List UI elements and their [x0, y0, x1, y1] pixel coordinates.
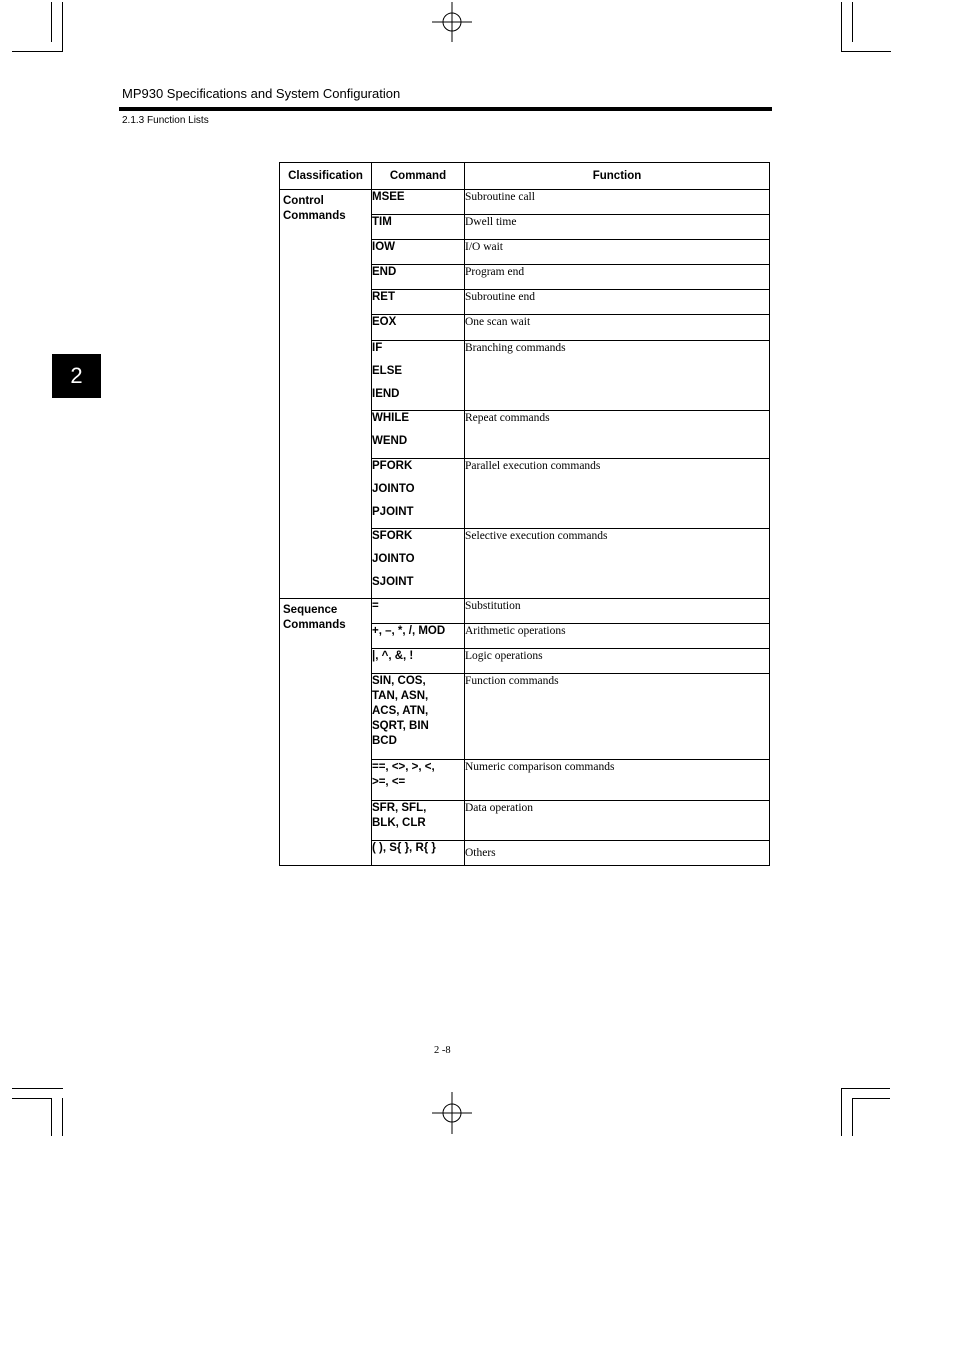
- command-text: MSEE: [372, 191, 405, 203]
- command-cell: [372, 801, 465, 841]
- crop-mark: [12, 1098, 52, 1099]
- running-header-title: MP930 Specifications and System Configuration: [122, 86, 401, 101]
- crop-mark: [51, 2, 52, 42]
- command-text: JOINTO: [372, 553, 415, 565]
- command-cell: [372, 649, 465, 674]
- function-cell: Substitution: [465, 599, 770, 624]
- crop-mark: [841, 51, 891, 52]
- crop-mark: [841, 1088, 842, 1136]
- function-cell: I/O wait: [465, 240, 770, 265]
- function-cell: Logic operations: [465, 649, 770, 674]
- function-cell: Branching commands: [465, 341, 770, 411]
- command-text: IF: [372, 342, 383, 354]
- command-text: >=, <=: [372, 776, 406, 788]
- function-cell: Data operation: [465, 801, 770, 841]
- command-text: |, ^, &, !: [372, 650, 414, 662]
- function-list-table: [279, 162, 770, 866]
- command-text: SQRT, BIN: [372, 720, 429, 732]
- table-row: [280, 190, 770, 215]
- registration-mark-icon: [432, 2, 472, 42]
- column-header-command: Command: [372, 163, 465, 190]
- command-text: SIN, COS,: [372, 675, 426, 687]
- command-text: END: [372, 266, 397, 278]
- command-cell: [372, 190, 465, 215]
- command-text: SJOINT: [372, 576, 414, 588]
- command-text: ==, <>, >, <,: [372, 761, 435, 773]
- command-text: JOINTO: [372, 483, 415, 495]
- command-text: IOW: [372, 241, 395, 253]
- command-text: SFORK: [372, 530, 413, 542]
- header-rule: [119, 107, 772, 111]
- command-cell: [372, 674, 465, 760]
- column-header-function: Function: [465, 163, 770, 190]
- registration-mark-icon: [432, 1092, 472, 1134]
- command-cell: [372, 841, 465, 866]
- command-cell: [372, 459, 465, 529]
- command-cell: [372, 529, 465, 599]
- function-cell: Arithmetic operations: [465, 624, 770, 649]
- command-text: BLK, CLR: [372, 817, 426, 829]
- command-text: +, –, *, /, MOD: [372, 625, 446, 637]
- command-cell: [372, 341, 465, 411]
- command-text: =: [372, 600, 379, 612]
- function-cell: Dwell time: [465, 215, 770, 240]
- command-text: BCD: [372, 735, 397, 747]
- command-text: ELSE: [372, 365, 403, 377]
- command-cell: [372, 290, 465, 315]
- command-cell: [372, 624, 465, 649]
- function-cell: Program end: [465, 265, 770, 290]
- page-number: 2 -8: [434, 1045, 451, 1056]
- command-cell: [372, 411, 465, 459]
- chapter-tab: 2: [52, 354, 101, 398]
- command-text: WEND: [372, 435, 408, 447]
- command-cell: [372, 599, 465, 624]
- classification-cell: [280, 599, 372, 866]
- table-header-row: [280, 163, 770, 190]
- function-cell: Numeric comparison commands: [465, 760, 770, 801]
- classification-cell: [280, 190, 372, 599]
- command-text: ( ), S{ }, R{ }: [372, 842, 436, 854]
- classification-label: Sequence Commands: [283, 604, 346, 631]
- command-cell: [372, 760, 465, 801]
- function-cell: Subroutine end: [465, 290, 770, 315]
- function-cell: Subroutine call: [465, 190, 770, 215]
- section-heading: 2.1.3 Function Lists: [122, 115, 209, 126]
- command-cell: [372, 265, 465, 290]
- function-cell: Others: [465, 841, 770, 866]
- command-cell: [372, 240, 465, 265]
- function-cell: Function commands: [465, 674, 770, 760]
- column-header-classification: Classification: [280, 163, 372, 190]
- crop-mark: [62, 2, 63, 52]
- command-text: EOX: [372, 316, 397, 328]
- command-text: PFORK: [372, 460, 413, 472]
- command-text: TIM: [372, 216, 392, 228]
- crop-mark: [852, 2, 853, 42]
- command-text: IEND: [372, 388, 400, 400]
- command-text: SFR, SFL,: [372, 802, 427, 814]
- crop-mark: [12, 51, 63, 52]
- function-cell: Selective execution commands: [465, 529, 770, 599]
- crop-mark: [62, 1098, 63, 1136]
- command-text: RET: [372, 291, 395, 303]
- crop-mark: [852, 1098, 890, 1099]
- command-text: PJOINT: [372, 506, 414, 518]
- crop-mark: [51, 1098, 52, 1136]
- crop-mark: [841, 1088, 890, 1089]
- command-cell: [372, 215, 465, 240]
- command-text: TAN, ASN,: [372, 690, 429, 702]
- function-cell: Parallel execution commands: [465, 459, 770, 529]
- crop-mark: [841, 2, 842, 52]
- crop-mark: [12, 1088, 63, 1089]
- function-cell: One scan wait: [465, 315, 770, 341]
- function-cell: Repeat commands: [465, 411, 770, 459]
- classification-label: Control Commands: [283, 195, 346, 222]
- command-text: WHILE: [372, 412, 410, 424]
- table-row: [280, 599, 770, 624]
- command-text: ACS, ATN,: [372, 705, 429, 717]
- crop-mark: [852, 1098, 853, 1136]
